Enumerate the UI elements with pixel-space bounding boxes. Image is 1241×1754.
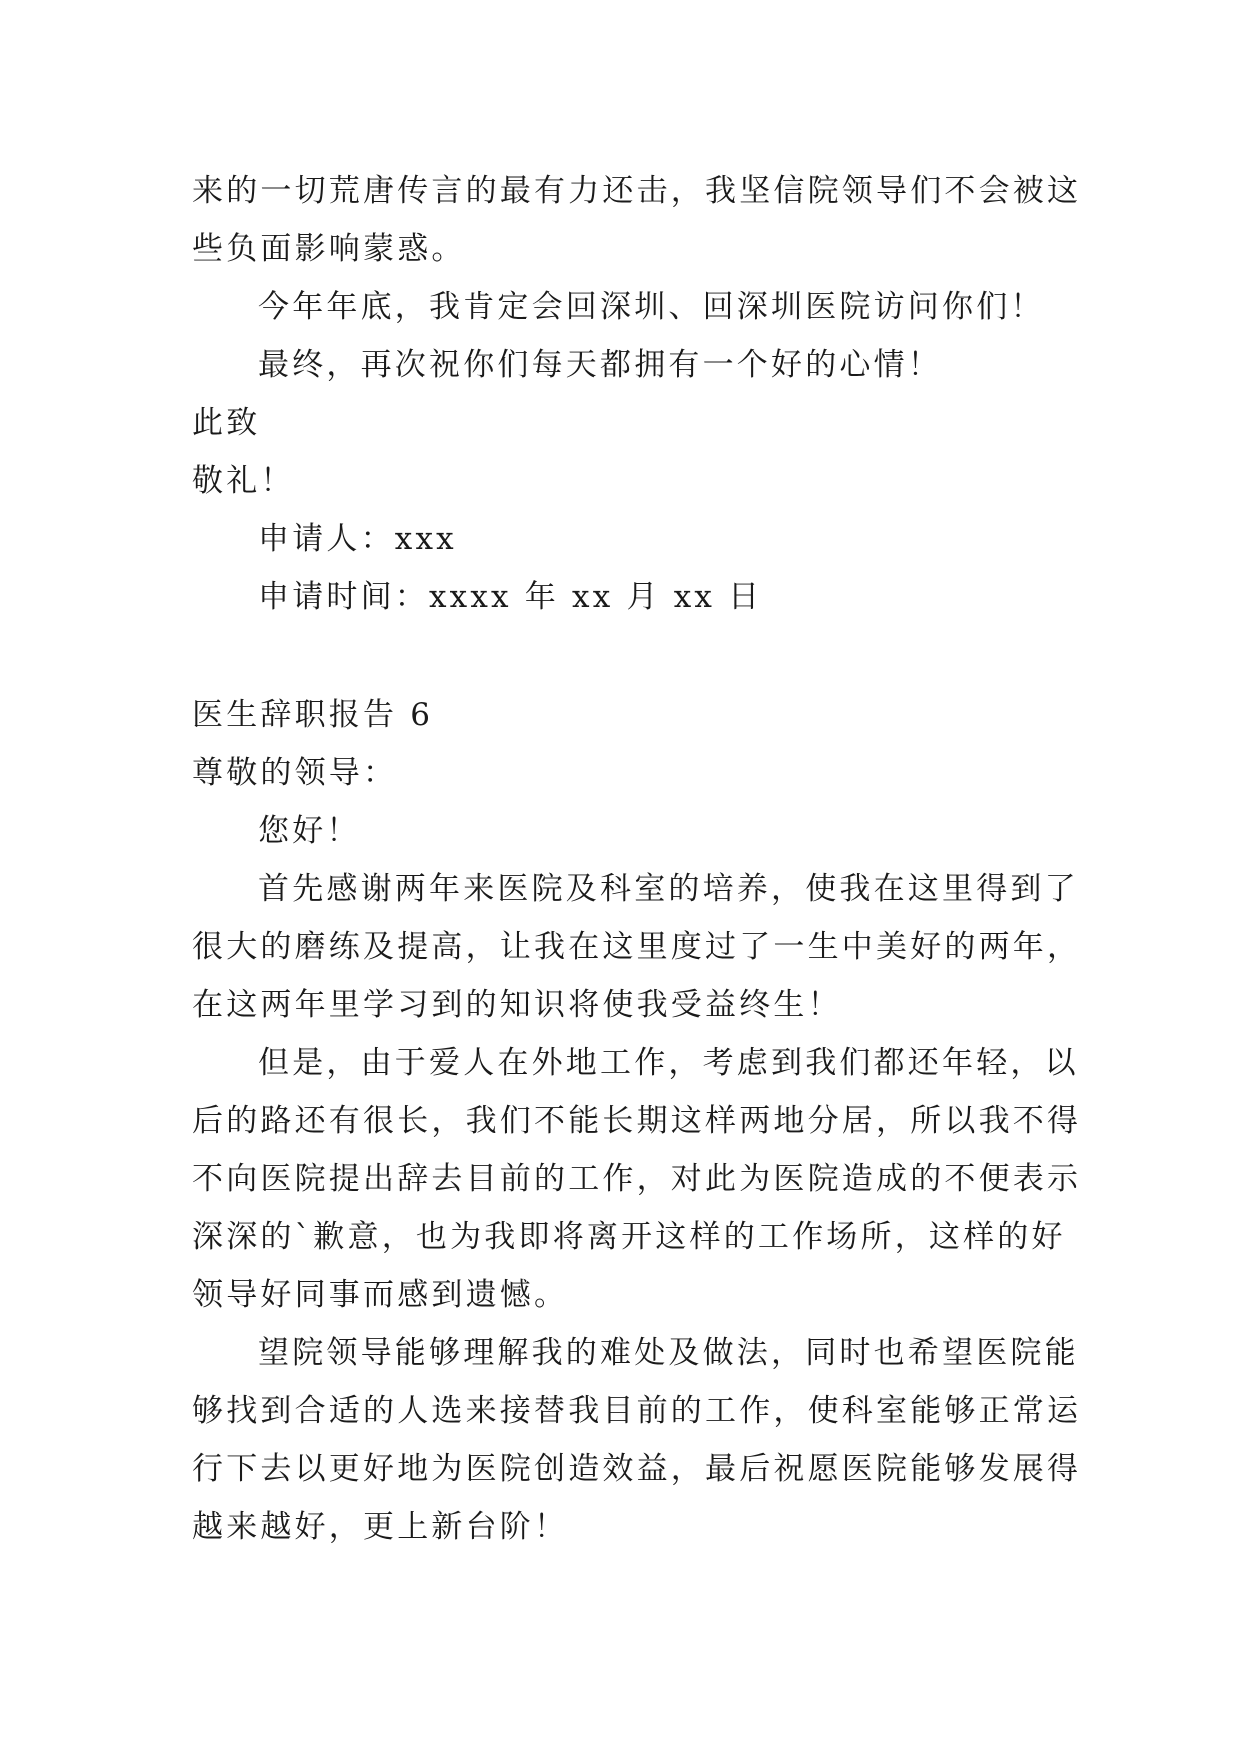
text-line: 不向医院提出辞去目前的工作，对此为医院造成的不便表示 bbox=[192, 1161, 1082, 1197]
text-line: 些负面影响蒙惑。 bbox=[192, 231, 466, 267]
applicant-line: 申请人：xxx bbox=[258, 521, 457, 557]
continuation-paragraph bbox=[192, 162, 1082, 626]
text-line: 首先感谢两年来医院及科室的培养，使我在这里得到了 bbox=[258, 871, 1079, 907]
section-title: 医生辞职报告 6 bbox=[192, 697, 434, 733]
closing-line: 敬礼！ bbox=[192, 463, 295, 499]
text-line: 后的路还有很长，我们不能长期这样两地分居，所以我不得 bbox=[192, 1103, 1082, 1139]
text-line: 很大的磨练及提高，让我在这里度过了一生中美好的两年， bbox=[192, 929, 1082, 965]
closing-line: 此致 bbox=[192, 405, 261, 441]
apply-time-line: 申请时间：xxxx 年 xx 月 xx 日 bbox=[258, 579, 763, 615]
text-line: 在这两年里学习到的知识将使我受益终生！ bbox=[192, 987, 842, 1023]
salutation: 尊敬的领导： bbox=[192, 755, 398, 791]
text-line: 最终，再次祝你们每天都拥有一个好的心情！ bbox=[258, 347, 942, 383]
text-line: 行下去以更好地为医院创造效益，最后祝愿医院能够发展得 bbox=[192, 1451, 1082, 1487]
text-line: 今年年底，我肯定会回深圳、回深圳医院访问你们！ bbox=[258, 289, 1045, 325]
text-line: 来的一切荒唐传言的最有力还击，我坚信院领导们不会被这 bbox=[192, 173, 1082, 209]
greeting: 您好！ bbox=[258, 813, 361, 849]
text-line: 望院领导能够理解我的难处及做法，同时也希望医院能 bbox=[258, 1335, 1079, 1371]
text-line: 够找到合适的人选来接替我目前的工作，使科室能够正常运 bbox=[192, 1393, 1082, 1429]
text-line: 越来越好，更上新台阶！ bbox=[192, 1509, 569, 1545]
text-line: 但是，由于爱人在外地工作，考虑到我们都还年轻，以 bbox=[258, 1045, 1079, 1081]
text-line: 领导好同事而感到遗憾。 bbox=[192, 1277, 569, 1313]
text-line: 深深的`歉意，也为我即将离开这样的工作场所，这样的好 bbox=[192, 1219, 1066, 1255]
report-section bbox=[192, 686, 1082, 1556]
